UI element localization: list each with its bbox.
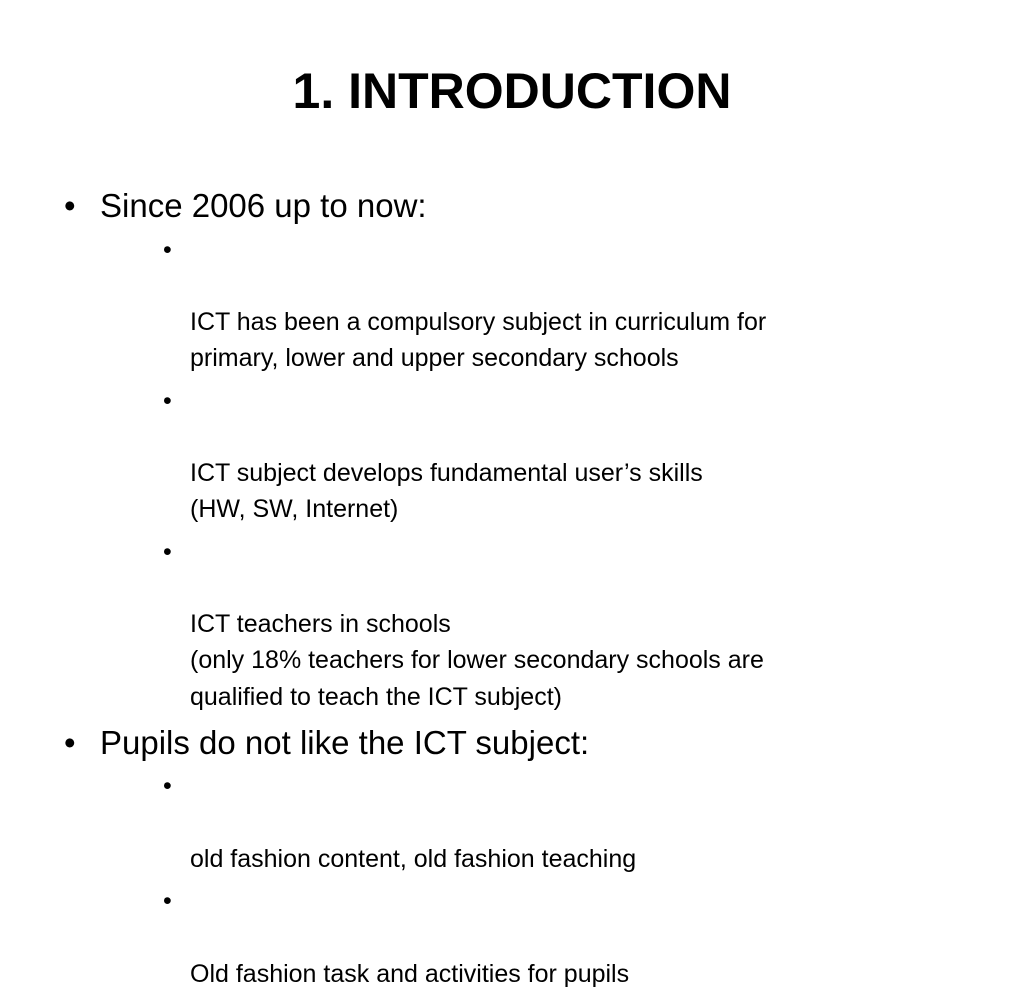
slide-content bbox=[60, 186, 960, 998]
bullet-icon: • bbox=[64, 187, 76, 224]
sub-bullet-list bbox=[60, 232, 960, 715]
sub-bullet-icon: • bbox=[163, 772, 172, 801]
sub-bullet-item bbox=[60, 534, 960, 715]
sub-bullet-text: ICT has been a compulsory subject in curriculum for primary, lower and upper secondary schools bbox=[190, 308, 767, 373]
bullet-item bbox=[60, 723, 960, 763]
bullet-group-2 bbox=[60, 723, 960, 992]
sub-bullet-text: old fashion content, old fashion teaching bbox=[190, 844, 637, 873]
sub-bullet-icon: • bbox=[163, 537, 172, 566]
sub-bullet-text: Old fashion task and activities for pupils bbox=[190, 959, 630, 988]
slide-title: 1. INTRODUCTION bbox=[292, 63, 732, 119]
sub-bullet-text: ICT subject develops fundamental user’s skills (HW, SW, Internet) bbox=[190, 459, 703, 524]
sub-bullet-item bbox=[60, 232, 960, 377]
sub-bullet-icon: • bbox=[163, 887, 172, 916]
bullet-text: Pupils do not like the ICT subject: bbox=[100, 723, 590, 761]
sub-bullet-icon: • bbox=[163, 386, 172, 415]
bullet-icon: • bbox=[64, 723, 76, 761]
sub-bullet-item bbox=[60, 883, 960, 992]
bullet-item bbox=[60, 186, 960, 226]
sub-bullet-item bbox=[60, 768, 960, 877]
sub-bullet-icon: • bbox=[163, 235, 172, 264]
sub-bullet-item bbox=[60, 383, 960, 528]
bullet-text: Since 2006 up to now: bbox=[100, 187, 427, 224]
sub-bullet-text: ICT teachers in schools (only 18% teachers for lower secondary schools are qualified to teach the ICT subject) bbox=[190, 610, 764, 711]
bullet-group-1 bbox=[60, 186, 960, 715]
sub-bullet-list bbox=[60, 768, 960, 992]
